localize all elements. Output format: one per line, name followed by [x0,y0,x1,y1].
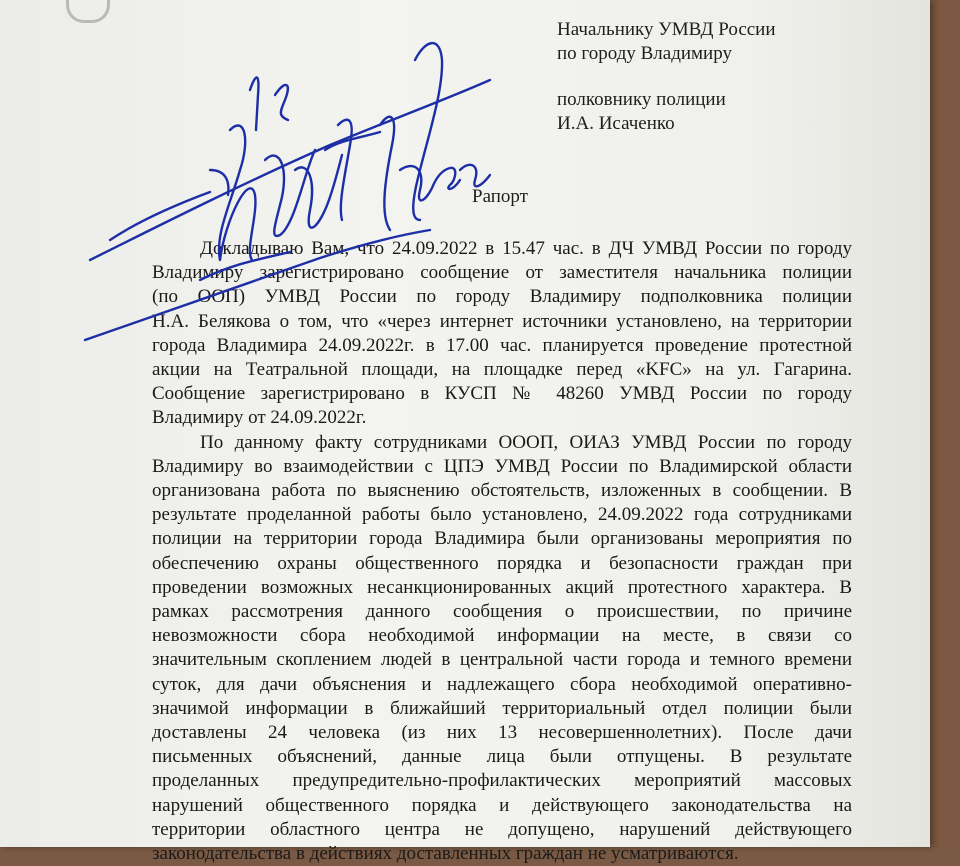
body-line: города Владимира 24.09.2022г. в 17.00 час. планируется проведение протестной [152,334,852,356]
body-line: полиции на территории города Владимира были организованы мероприятия по [152,528,852,550]
body-line: нарушений общественного порядка и действующего законодательства на [152,794,852,816]
body-line: организована работа по выяснению обстоятельств, изложенных в сообщении. В [152,480,852,502]
addressee-line: по городу Владимиру [557,43,732,64]
body-line: (по ООП) УМВД России по городу Владимиру подполковника полиции [152,286,852,308]
addressee-block [557,18,776,136]
body-line: Владимиру зарегистрировано сообщение от заместителя начальника полиции [152,262,852,284]
body-line: Сообщение зарегистрировано в КУСП № 48260 УМВД России по городу [152,383,852,405]
handwritten-signature [80,20,500,350]
body-line: письменных объяснений, данные лица были отпущены. В результате [152,746,852,768]
signature-stroke [250,78,258,131]
body-line: акции на Театральной площади, на площадке перед «KFC» на ул. Гагарина. [152,359,852,381]
body-line: значимой информации в ближайший территориальный отдел полиции были [152,697,852,719]
signature-stroke [460,165,490,187]
body-line: проведении возможных несанкционированных акций протестного характера. В [152,576,852,598]
body-line: Н.А. Белякова о том, что «через интернет источники установлено, на территории [152,310,852,332]
signature-stroke [210,170,228,195]
body-line: Докладываю Вам, что 24.09.2022 в 15.47 час. в ДЧ УМВД России по городу [200,238,852,259]
addressee-line: Начальнику УМВД России [557,19,776,40]
signature-stroke [200,252,290,280]
body-line: Владимиру от 24.09.2022г. [152,407,367,429]
body-line: результате проделанной работы было установлено, 24.09.2022 года сотрудниками [152,504,852,526]
signature-stroke [400,166,460,200]
signature-stroke [90,80,490,260]
signature-stroke [380,117,394,230]
body-line: суток, для дачи объяснения и надлежащего сбора необходимой оперативно- [152,673,852,695]
body-line: законодательства в действиях доставленных граждан не усматриваются. [152,843,739,865]
signature-stroke [338,120,352,220]
signature-stroke [85,230,430,340]
body-line: территории областного центра не допущено, нарушений действующего [152,818,852,840]
body-line: значительным скоплением людей в центральной части города и темного времени [152,649,852,671]
addressee-line: И.А. Исаченко [557,113,675,134]
body-line: По данному факту сотрудниками ОООП, ОИАЗ УМВД России по городу [200,431,852,453]
document-title: Рапорт [472,186,528,207]
body-line: Владимиру во взаимодействии с ЦПЭ УМВД России по Владимирской области [152,455,852,477]
signature-stroke [275,85,288,120]
body-line: рамках рассмотрения данного сообщения о происшествии, по причине [152,601,852,623]
body-line: невозможности сбора необходимой информации на месте, в связи со [152,625,852,647]
addressee-spacer [557,66,776,88]
body-line: проделанных предупредительно-профилактических мероприятий массовых [152,770,852,792]
body-line: обеспечению охраны общественного порядка и безопасности граждан при [152,552,852,574]
addressee-line: полковнику полиции [557,89,726,110]
signature-stroke [110,192,210,240]
body-line: доставлены 24 человека (из них 13 несовершеннолетних). После дачи [152,722,852,744]
